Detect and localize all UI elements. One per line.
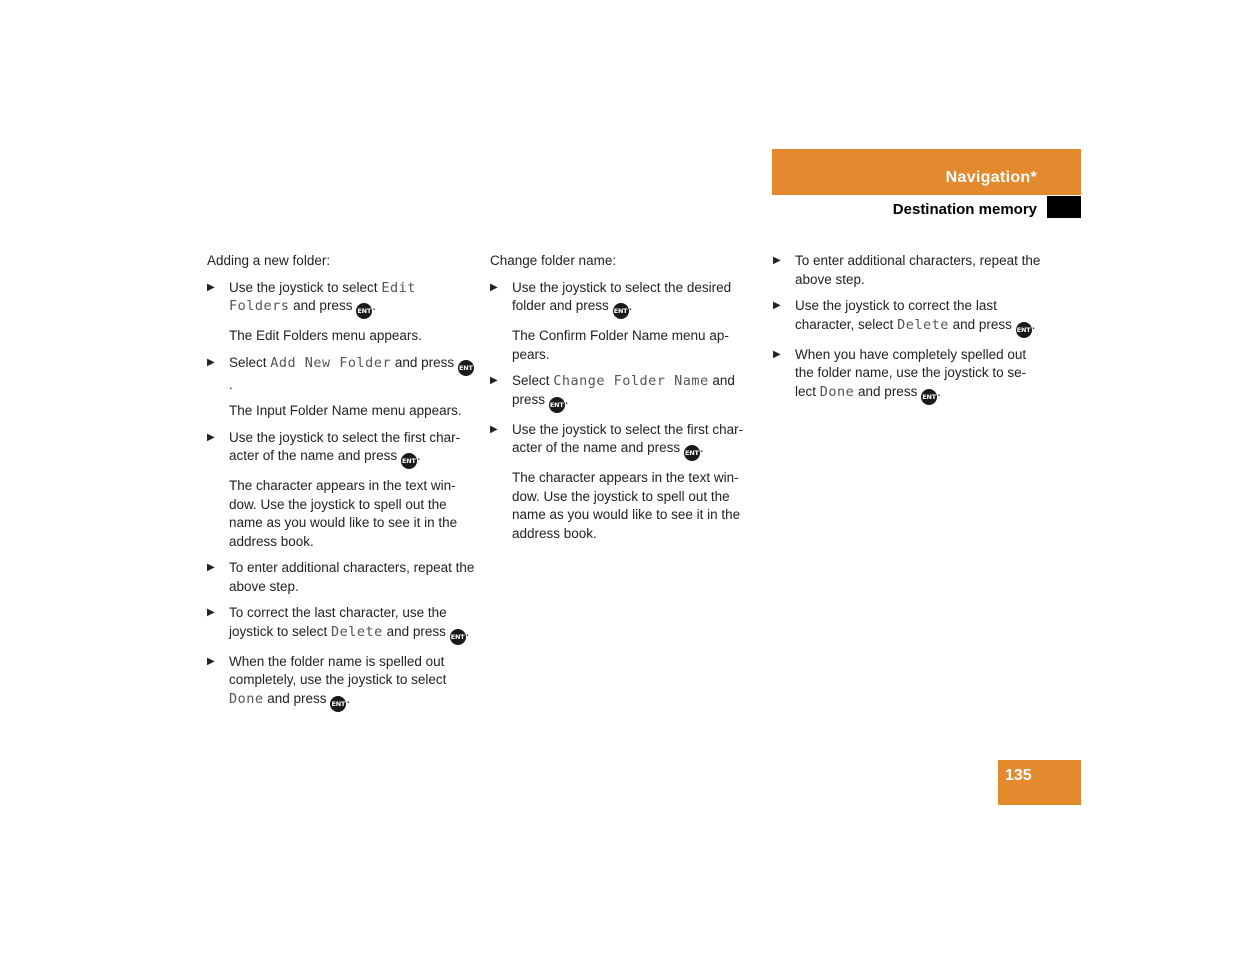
- instruction-step: [773, 297, 1041, 338]
- instruction-step: [773, 252, 1041, 289]
- bullet-triangle-icon: ▶: [207, 431, 215, 443]
- step-text: .: [699, 440, 704, 455]
- bullet-triangle-icon: ▶: [490, 423, 498, 435]
- instruction-step: [773, 346, 1041, 405]
- subsection-title: Destination memory: [892, 201, 1037, 218]
- instruction-step: [207, 279, 475, 320]
- step-text: To correct the last character, use the joystick to select: [229, 605, 447, 639]
- menu-item-text: Done: [229, 690, 264, 707]
- menu-item-text: Delete: [897, 316, 949, 333]
- step-text: Use the joystick to correct the last character, select: [795, 298, 997, 332]
- step-text: and press: [263, 690, 331, 706]
- menu-item-text: Change Folder Name: [553, 373, 709, 389]
- step-text: Use the joystick to select the first char-acter of the name and press: [512, 421, 744, 455]
- text-column-2: [490, 252, 758, 551]
- ent-button-icon: ENT: [1016, 322, 1032, 338]
- step-text: and press: [512, 373, 735, 407]
- result-note: The Edit Folders menu appears.: [229, 328, 422, 343]
- instruction-step: [207, 604, 475, 645]
- instruction-step: [490, 279, 758, 320]
- step-text: Use the joystick to select the first char-acter of the name and press: [229, 429, 461, 463]
- step-text: .: [416, 448, 421, 463]
- bullet-triangle-icon: ▶: [773, 300, 781, 311]
- page-number: 135: [1005, 767, 1032, 784]
- step-text: and press: [854, 383, 922, 399]
- section-header-band: [772, 149, 1081, 195]
- step-text: When the folder name is spelled out completely, use the joystick to select: [229, 653, 447, 687]
- ent-button-icon: ENT: [921, 389, 937, 405]
- step-text: and press: [289, 298, 357, 313]
- section-intro: Change folder name:: [490, 253, 617, 268]
- bullet-triangle-icon: ▶: [207, 356, 215, 368]
- ent-button-icon: ENT: [450, 629, 466, 645]
- ent-button-icon: ENT: [356, 303, 372, 319]
- step-text: .: [372, 298, 376, 313]
- instruction-step: [490, 372, 758, 413]
- bullet-triangle-icon: ▶: [207, 281, 215, 293]
- subsection-header: [772, 196, 1081, 218]
- result-note: The character appears in the text win-dow. Use the joystick to spell out the name as you would like to see it in the address book.: [512, 470, 741, 541]
- ent-button-icon: ENT: [684, 445, 700, 461]
- ent-button-icon: ENT: [613, 303, 629, 319]
- step-text: .: [628, 298, 633, 313]
- subsection-marker-block: [1047, 196, 1081, 218]
- result-note: The character appears in the text win-dow. Use the joystick to spell out the name as you would like to see it in the address book.: [229, 478, 458, 549]
- instruction-step: [207, 559, 475, 596]
- step-text: and press: [382, 623, 450, 639]
- ent-button-icon: ENT: [330, 696, 346, 712]
- bullet-triangle-icon: ▶: [207, 562, 215, 573]
- step-text: Select: [229, 354, 271, 370]
- step-text: .: [229, 376, 233, 392]
- step-text: .: [346, 690, 351, 706]
- step-text: and press: [391, 354, 458, 370]
- step-text: To enter additional characters, repeat the above step.: [229, 560, 475, 594]
- instruction-step: [207, 354, 475, 395]
- step-text: .: [465, 623, 470, 639]
- step-text: Use the joystick to select: [229, 279, 382, 295]
- text-column-1: [207, 252, 475, 720]
- instruction-step: [207, 653, 475, 712]
- ent-button-icon: ENT: [401, 453, 417, 469]
- instruction-step: [207, 429, 475, 470]
- step-text: .: [564, 391, 569, 407]
- step-text: Use the joystick to select the desired folder and press: [512, 279, 732, 313]
- menu-item-text: Edit Folders: [229, 279, 416, 314]
- section-intro: Adding a new folder:: [207, 253, 331, 268]
- bullet-triangle-icon: ▶: [207, 655, 215, 667]
- instruction-step: [490, 421, 758, 462]
- bullet-triangle-icon: ▶: [773, 255, 781, 266]
- bullet-triangle-icon: ▶: [490, 375, 498, 386]
- step-text: To enter additional characters, repeat the above step.: [795, 253, 1041, 287]
- step-text: Select: [512, 373, 554, 388]
- section-title: Navigation*: [945, 169, 1037, 186]
- result-note: The Input Folder Name menu appears.: [229, 403, 462, 418]
- menu-item-text: Delete: [331, 623, 383, 640]
- ent-button-icon: ENT: [549, 397, 565, 413]
- menu-item-text: Add New Folder: [270, 354, 392, 371]
- bullet-triangle-icon: ▶: [207, 607, 215, 618]
- menu-item-text: Done: [819, 383, 855, 400]
- step-text: .: [937, 383, 941, 399]
- text-column-3: [773, 252, 1041, 413]
- bullet-triangle-icon: ▶: [773, 348, 781, 360]
- bullet-triangle-icon: ▶: [490, 281, 498, 293]
- page-number-box: [998, 760, 1081, 805]
- step-text: and press: [948, 316, 1016, 332]
- ent-button-icon: ENT: [458, 360, 474, 376]
- result-note: The Confirm Folder Name menu ap-pears.: [512, 328, 729, 362]
- step-text: .: [1031, 316, 1036, 332]
- step-text: When you have completely spelled out the folder name, use the joystick to se-lect: [795, 346, 1027, 399]
